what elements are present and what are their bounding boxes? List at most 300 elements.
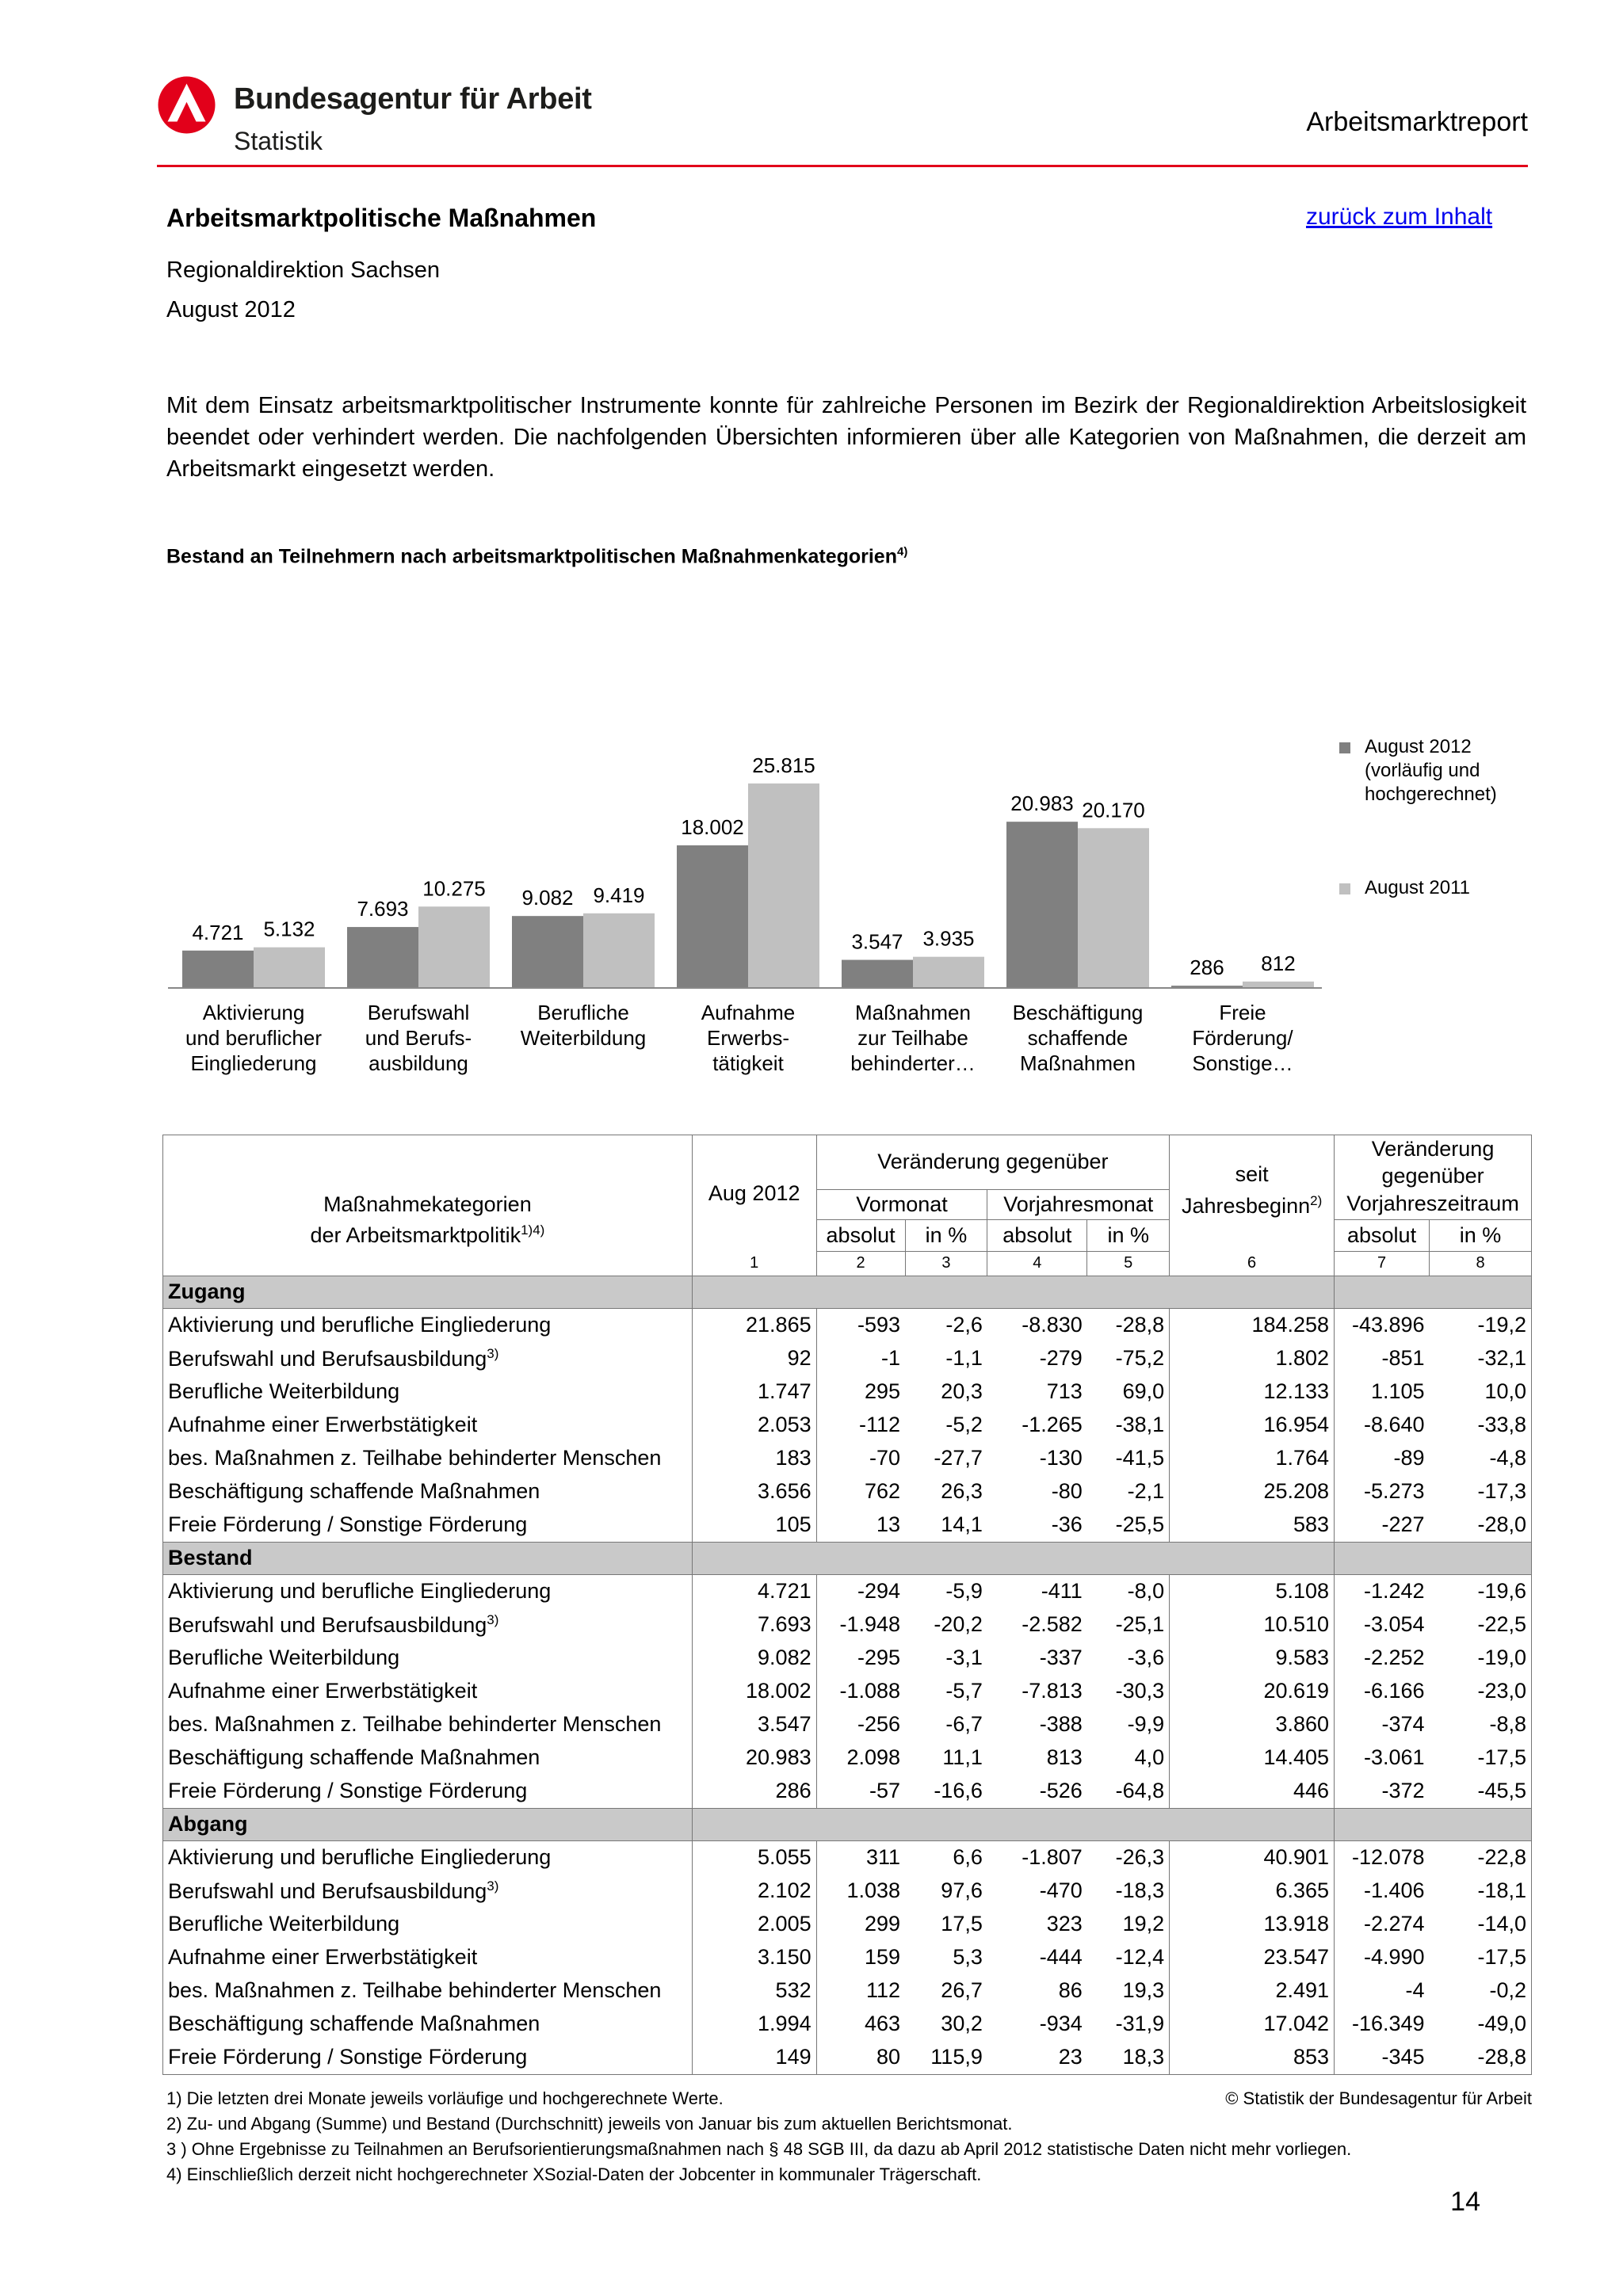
cell-col-8: -0,2 bbox=[1430, 1974, 1532, 2008]
cell-col-6: 3.860 bbox=[1170, 1708, 1335, 1741]
cell-col-3: -2,6 bbox=[945, 1313, 983, 1337]
row-label-text: bes. Maßnahmen z. Teilhabe behinderter Menschen bbox=[168, 1978, 662, 2002]
row-label bbox=[163, 1775, 693, 1809]
measures-table bbox=[162, 1135, 1532, 2075]
category-label: Eingliederung bbox=[190, 1051, 317, 1075]
cell-col-5: 19,3 bbox=[1087, 1974, 1170, 2008]
category-label: Berufswahl bbox=[367, 1001, 470, 1024]
cell-col-5: -3,6 bbox=[1087, 1642, 1170, 1675]
colnum: 8 bbox=[1430, 1251, 1532, 1276]
cell-col-7: -227 bbox=[1335, 1508, 1430, 1543]
cell-col-4: -8.830 bbox=[1022, 1313, 1083, 1337]
table-row bbox=[163, 2041, 1532, 2075]
row-label-text: Aktivierung und berufliche Eingliederung bbox=[168, 1579, 552, 1603]
row-label bbox=[163, 1409, 693, 1442]
cell-col-3: 20,3 bbox=[941, 1379, 983, 1403]
cell-col-6: 1.764 bbox=[1170, 1442, 1335, 1475]
cell-col-5: -30,3 bbox=[1087, 1675, 1170, 1708]
data-label: 20.170 bbox=[1082, 798, 1145, 822]
legend-entry: August 2011 bbox=[1365, 877, 1470, 898]
cell-col-1: 1.994 bbox=[692, 2008, 816, 2041]
category-label: Aufnahme bbox=[701, 1001, 796, 1024]
cell-col-3: 11,1 bbox=[942, 1745, 983, 1769]
cell-col-1: 21.865 bbox=[692, 1308, 816, 1342]
table-row bbox=[163, 1574, 1532, 1608]
table-row bbox=[163, 2008, 1532, 2041]
pct-header-5: in % bbox=[1087, 1219, 1170, 1251]
row-label bbox=[163, 1741, 693, 1775]
cell-col-6: 9.583 bbox=[1170, 1642, 1335, 1675]
cell-col-2: 311 bbox=[865, 1845, 901, 1869]
cell-col-6: 16.954 bbox=[1170, 1409, 1335, 1442]
cell-col-7: -43.896 bbox=[1351, 1313, 1425, 1337]
table-row bbox=[163, 1941, 1532, 1974]
data-label: 20.983 bbox=[1010, 791, 1074, 816]
cell-col-3: -5,9 bbox=[945, 1579, 983, 1603]
cell-col-8: -49,0 bbox=[1430, 2008, 1532, 2041]
cell-col-5: -31,9 bbox=[1087, 2008, 1170, 2041]
cell-col-1: 3.150 bbox=[692, 1941, 816, 1974]
colnum: 5 bbox=[1087, 1251, 1170, 1276]
row-label-text: Aufnahme einer Erwerbstätigkeit bbox=[168, 1679, 478, 1703]
category-label: Beschäftigung bbox=[1012, 1001, 1144, 1024]
cell-col-4: 86 bbox=[1058, 1978, 1083, 2002]
cell-col-3: -5,7 bbox=[945, 1679, 983, 1703]
row-label bbox=[163, 1308, 693, 1342]
absolut-header-7: absolut bbox=[1335, 1219, 1430, 1251]
cell-col-3: 115,9 bbox=[905, 2041, 987, 2075]
table-row bbox=[163, 1409, 1532, 1442]
cell-col-6: 25.208 bbox=[1170, 1475, 1335, 1508]
cell-col-3: -20,2 bbox=[934, 1612, 983, 1636]
category-label: Erwerbs- bbox=[706, 1026, 790, 1050]
bar-2012 bbox=[347, 927, 418, 988]
colnum: 7 bbox=[1335, 1251, 1430, 1276]
category-header-line2 bbox=[163, 1219, 693, 1251]
data-label: 9.419 bbox=[593, 883, 645, 907]
table-row bbox=[163, 1608, 1532, 1642]
bar-2012 bbox=[182, 951, 254, 988]
data-label: 3.935 bbox=[922, 926, 975, 951]
row-label bbox=[163, 1442, 693, 1475]
section-title: Abgang bbox=[163, 1808, 693, 1840]
colnum: 1 bbox=[692, 1251, 816, 1276]
row-label bbox=[163, 1941, 693, 1974]
cell-col-2: -593 bbox=[857, 1313, 901, 1337]
cell-col-8: -18,1 bbox=[1430, 1875, 1532, 1908]
colnum-blank bbox=[163, 1251, 693, 1276]
category-header-line1: Maßnahmekategorien bbox=[163, 1189, 693, 1219]
section-title: Arbeitsmarktpolitische Maßnahmen bbox=[166, 204, 597, 232]
cell-col-5: -75,2 bbox=[1087, 1342, 1170, 1375]
cell-col-7: -3.061 bbox=[1363, 1745, 1425, 1769]
bar-2012 bbox=[677, 845, 748, 988]
cell-col-1: 532 bbox=[692, 1974, 816, 2008]
row-label-text: Berufliche Weiterbildung bbox=[168, 1646, 400, 1669]
cell-col-5: -41,5 bbox=[1087, 1442, 1170, 1475]
row-label-text: Beschäftigung schaffende Maßnahmen bbox=[168, 1479, 540, 1503]
cell-col-2: -1 bbox=[881, 1346, 901, 1370]
cell-col-5: 4,0 bbox=[1087, 1741, 1170, 1775]
cell-col-4: -2.582 bbox=[1022, 1612, 1083, 1636]
table-row bbox=[163, 1675, 1532, 1708]
cell-col-5: -9,9 bbox=[1087, 1708, 1170, 1741]
period-label: August 2012 bbox=[166, 297, 296, 322]
cell-col-4: -934 bbox=[1039, 2012, 1083, 2035]
bar-2011 bbox=[1078, 828, 1149, 988]
cell-col-3: 17,5 bbox=[941, 1912, 983, 1936]
cell-col-2: -1.948 bbox=[839, 1612, 901, 1636]
data-label: 3.547 bbox=[851, 929, 903, 954]
table-row bbox=[163, 1342, 1532, 1375]
section-title: Zugang bbox=[163, 1276, 693, 1308]
cell-col-7: -6.166 bbox=[1363, 1679, 1425, 1703]
cell-col-4: -279 bbox=[1039, 1346, 1083, 1370]
cell-col-3: -5,2 bbox=[945, 1413, 983, 1436]
cell-col-8: -14,0 bbox=[1430, 1908, 1532, 1941]
cell-col-5: 19,2 bbox=[1087, 1908, 1170, 1941]
category-label: ausbildung bbox=[369, 1051, 468, 1075]
section-fill bbox=[1335, 1808, 1532, 1840]
section-fill bbox=[692, 1542, 1334, 1574]
cell-col-7: 1.105 bbox=[1370, 1379, 1425, 1403]
footnote-2: 2) Zu- und Abgang (Summe) und Bestand (Durchschnitt) jeweils von Januar bis zum aktuellen Berichtsmonat. bbox=[166, 2114, 1013, 2134]
cell-col-5: -2,1 bbox=[1087, 1475, 1170, 1508]
cell-col-7: -2.252 bbox=[1363, 1646, 1425, 1669]
footnote-1: 1) Die letzten drei Monate jeweils vorläufige und hochgerechnete Werte. bbox=[166, 2088, 724, 2108]
cell-col-8: 10,0 bbox=[1430, 1375, 1532, 1409]
cell-col-6: 13.918 bbox=[1170, 1908, 1335, 1941]
cell-col-5: -25,5 bbox=[1087, 1508, 1170, 1543]
row-label-text: bes. Maßnahmen z. Teilhabe behinderter Menschen bbox=[168, 1446, 662, 1470]
cell-col-3: -1,1 bbox=[945, 1346, 983, 1370]
change2-header-line2: gegenüber bbox=[1381, 1164, 1484, 1188]
page-number: 14 bbox=[1450, 2187, 1480, 2217]
bar-2011 bbox=[583, 913, 655, 988]
cell-col-8: -19,2 bbox=[1430, 1308, 1532, 1342]
data-label: 5.132 bbox=[263, 917, 315, 941]
cell-col-1: 183 bbox=[692, 1442, 816, 1475]
cell-col-2: -57 bbox=[816, 1775, 905, 1809]
row-label-text: Berufswahl und Berufsausbildung bbox=[168, 1612, 487, 1637]
row-label-text: Aufnahme einer Erwerbstätigkeit bbox=[168, 1413, 478, 1436]
category-label: Berufliche bbox=[537, 1001, 629, 1024]
category-label: zur Teilhabe bbox=[857, 1026, 968, 1050]
cell-col-4: -1.265 bbox=[1022, 1413, 1083, 1436]
cell-col-6: 583 bbox=[1170, 1508, 1335, 1543]
section-fill bbox=[1335, 1276, 1532, 1308]
table-row bbox=[163, 1974, 1532, 2008]
row-label-text: Berufliche Weiterbildung bbox=[168, 1912, 400, 1936]
cell-col-7: -1.242 bbox=[1363, 1579, 1425, 1603]
aug-header: Aug 2012 bbox=[692, 1135, 816, 1252]
data-label: 9.082 bbox=[521, 886, 574, 910]
row-label-text: Aktivierung und berufliche Eingliederung bbox=[168, 1313, 552, 1337]
cell-col-2: -1.088 bbox=[839, 1679, 901, 1703]
cell-col-2: -112 bbox=[858, 1413, 901, 1436]
change-group-header: Veränderung gegenüber bbox=[816, 1135, 1170, 1190]
cell-col-7: -374 bbox=[1381, 1712, 1425, 1736]
row-label bbox=[163, 1475, 693, 1508]
colnum: 3 bbox=[905, 1251, 987, 1276]
legend-entry: hochgerechnet) bbox=[1365, 784, 1497, 805]
data-label: 4.721 bbox=[192, 920, 244, 944]
cell-col-5: -8,0 bbox=[1087, 1574, 1170, 1608]
prev-month-header: Vormonat bbox=[816, 1189, 987, 1219]
cell-col-3: 26,3 bbox=[941, 1479, 983, 1503]
since-header-line2: Jahresbeginn bbox=[1181, 1194, 1311, 1218]
cell-col-8: -4,8 bbox=[1430, 1442, 1532, 1475]
row-label-text: Berufswahl und Berufsausbildung bbox=[168, 1346, 487, 1371]
cell-col-6: 17.042 bbox=[1170, 2008, 1335, 2041]
cell-col-8: -22,8 bbox=[1430, 1840, 1532, 1875]
category-header-line2-text: der Arbeitsmarktpolitik bbox=[310, 1223, 521, 1247]
cell-col-1: 20.983 bbox=[692, 1741, 816, 1775]
row-footnote-ref: 3) bbox=[487, 1878, 499, 1894]
data-label: 7.693 bbox=[357, 897, 409, 921]
cell-col-1: 286 bbox=[692, 1775, 816, 1809]
section-title: Bestand bbox=[163, 1542, 693, 1574]
cell-col-1: 5.055 bbox=[692, 1840, 816, 1875]
row-label-text: Beschäftigung schaffende Maßnahmen bbox=[168, 2012, 540, 2035]
row-label-text: Freie Förderung / Sonstige Förderung bbox=[168, 2045, 528, 2069]
cell-col-2: 80 bbox=[816, 2041, 905, 2075]
table-row bbox=[163, 1741, 1532, 1775]
back-to-contents-link[interactable]: zurück zum Inhalt bbox=[1306, 204, 1493, 230]
cell-col-7: -5.273 bbox=[1363, 1479, 1425, 1503]
legend-swatch bbox=[1339, 742, 1350, 753]
cell-col-3: 6,6 bbox=[953, 1845, 983, 1869]
row-label bbox=[163, 1908, 693, 1941]
row-label bbox=[163, 1708, 693, 1741]
cell-col-5: -25,1 bbox=[1087, 1608, 1170, 1642]
cell-col-5: -64,8 bbox=[1087, 1775, 1170, 1809]
pct-header-3: in % bbox=[905, 1219, 987, 1251]
row-label bbox=[163, 1375, 693, 1409]
row-label bbox=[163, 1875, 693, 1908]
category-label: Aktivierung bbox=[202, 1001, 305, 1024]
prev-year-period-header: Vorjahreszeitraum bbox=[1335, 1189, 1532, 1219]
bar-2012 bbox=[512, 916, 583, 988]
prev-year-month-header: Vorjahresmonat bbox=[987, 1189, 1170, 1219]
category-footnote-ref: 1)4) bbox=[521, 1222, 545, 1238]
data-label: 18.002 bbox=[681, 814, 744, 839]
cell-col-7: -851 bbox=[1381, 1346, 1425, 1370]
row-label bbox=[163, 1675, 693, 1708]
table-row bbox=[163, 1875, 1532, 1908]
cell-col-5: -26,3 bbox=[1087, 1840, 1170, 1875]
category-header-top bbox=[163, 1135, 693, 1190]
cell-col-5: 69,0 bbox=[1087, 1375, 1170, 1409]
bar-2011 bbox=[1243, 982, 1314, 988]
category-label: tätigkeit bbox=[712, 1051, 784, 1075]
cell-col-6: 2.491 bbox=[1170, 1974, 1335, 2008]
org-subtitle: Statistik bbox=[234, 127, 323, 155]
change2-header-line1: Veränderung bbox=[1371, 1137, 1495, 1161]
bar-2011 bbox=[748, 784, 819, 988]
cell-col-7: -16.349 bbox=[1351, 2012, 1425, 2035]
cell-col-8: -28,8 bbox=[1430, 2041, 1532, 2075]
cell-col-7: -2.274 bbox=[1363, 1912, 1425, 1936]
row-label bbox=[163, 1608, 693, 1642]
table-row bbox=[163, 1775, 1532, 1809]
table-row bbox=[163, 1840, 1532, 1875]
cell-col-7: -8.640 bbox=[1363, 1413, 1425, 1436]
row-label bbox=[163, 1642, 693, 1675]
cell-col-8: -17,3 bbox=[1430, 1475, 1532, 1508]
cell-col-5: 18,3 bbox=[1087, 2041, 1170, 2075]
category-label: und beruflicher bbox=[185, 1026, 322, 1050]
row-footnote-ref: 3) bbox=[487, 1611, 499, 1627]
cell-col-4: 813 bbox=[1046, 1745, 1083, 1769]
cell-col-4: -411 bbox=[1041, 1579, 1083, 1603]
cell-col-4: -337 bbox=[1039, 1646, 1083, 1669]
footnote-3: 3 ) Ohne Ergebnisse zu Teilnahmen an Berufsorientierungsmaßnahmen nach § 48 SGB III, da dazu ab April 2012 statistische Daten nicht mehr vorliegen. bbox=[166, 2139, 1352, 2159]
cell-col-3: -6,7 bbox=[945, 1712, 983, 1736]
table-row bbox=[163, 1308, 1532, 1342]
cell-col-8: -45,5 bbox=[1430, 1775, 1532, 1809]
cell-col-7: -89 bbox=[1393, 1446, 1425, 1470]
row-label-text: Berufliche Weiterbildung bbox=[168, 1379, 400, 1403]
cell-col-4: -80 bbox=[1051, 1479, 1083, 1503]
section-row-abgang bbox=[163, 1808, 1532, 1840]
cell-col-3: 26,7 bbox=[941, 1978, 983, 2002]
cell-col-1: 9.082 bbox=[692, 1642, 816, 1675]
category-label: Maßnahmen bbox=[855, 1001, 971, 1024]
category-label: und Berufs- bbox=[365, 1026, 472, 1050]
cell-col-4: -444 bbox=[1039, 1945, 1083, 1969]
cell-col-2: 295 bbox=[864, 1379, 901, 1403]
table-body bbox=[163, 1276, 1532, 2074]
cell-col-1: 7.693 bbox=[692, 1608, 816, 1642]
section-fill bbox=[692, 1808, 1334, 1840]
cell-col-8: -19,6 bbox=[1430, 1574, 1532, 1608]
bar-2012 bbox=[1006, 822, 1078, 988]
row-footnote-ref: 3) bbox=[487, 1345, 499, 1361]
cell-col-2: 112 bbox=[865, 1978, 901, 2002]
region-label: Regionaldirektion Sachsen bbox=[166, 257, 440, 283]
absolut-header-2: absolut bbox=[816, 1219, 905, 1251]
row-label bbox=[163, 1840, 693, 1875]
section-row-zugang bbox=[163, 1276, 1532, 1308]
cell-col-4: -470 bbox=[1039, 1878, 1083, 1902]
table-row bbox=[163, 1708, 1532, 1741]
cell-col-8: -32,1 bbox=[1430, 1342, 1532, 1375]
copyright: © Statistik der Bundesagentur für Arbeit bbox=[1225, 2088, 1532, 2108]
cell-col-1: 149 bbox=[692, 2041, 816, 2075]
cell-col-4: -130 bbox=[1039, 1446, 1083, 1470]
table-row bbox=[163, 1442, 1532, 1475]
cell-col-3: 30,2 bbox=[941, 2012, 983, 2035]
chart-title-text: Bestand an Teilnehmern nach arbeitsmarktpolitischen Maßnahmenkategorien bbox=[166, 545, 897, 568]
category-label: Sonstige… bbox=[1192, 1051, 1293, 1075]
cell-col-1: 3.656 bbox=[692, 1475, 816, 1508]
legend-swatch bbox=[1339, 883, 1350, 894]
cell-col-4: -7.813 bbox=[1022, 1679, 1083, 1703]
cell-col-2: 2.098 bbox=[846, 1745, 901, 1769]
since-header-line1: seit bbox=[1235, 1162, 1269, 1186]
data-label: 286 bbox=[1190, 955, 1224, 980]
cell-col-6: 23.547 bbox=[1170, 1941, 1335, 1974]
row-label-text: Freie Förderung / Sonstige Förderung bbox=[168, 1512, 528, 1536]
legend-entry: August 2012 bbox=[1365, 736, 1472, 757]
change2-header bbox=[1335, 1135, 1532, 1190]
cell-col-2: -256 bbox=[857, 1712, 901, 1736]
cell-col-8: -19,0 bbox=[1430, 1642, 1532, 1675]
cell-col-4: 323 bbox=[1046, 1912, 1083, 1936]
cell-col-8: -28,0 bbox=[1430, 1508, 1532, 1543]
cell-col-1: 1.747 bbox=[692, 1375, 816, 1409]
cell-col-8: -22,5 bbox=[1430, 1608, 1532, 1642]
category-label: behinderter… bbox=[850, 1051, 976, 1075]
cell-col-4: -526 bbox=[987, 1775, 1087, 1809]
absolut-header-4: absolut bbox=[987, 1219, 1087, 1251]
cell-col-4: 713 bbox=[1046, 1379, 1083, 1403]
cell-col-4: -388 bbox=[1039, 1712, 1083, 1736]
bar-2011 bbox=[254, 948, 325, 988]
cell-col-1: 2.053 bbox=[692, 1409, 816, 1442]
section-fill bbox=[1335, 1542, 1532, 1574]
table-row bbox=[163, 1475, 1532, 1508]
cell-col-6: 12.133 bbox=[1170, 1375, 1335, 1409]
cell-col-1: 3.547 bbox=[692, 1708, 816, 1741]
category-label: Maßnahmen bbox=[1020, 1051, 1136, 1075]
cell-col-8: -8,8 bbox=[1430, 1708, 1532, 1741]
row-label bbox=[163, 2041, 693, 2075]
section-row-bestand bbox=[163, 1542, 1532, 1574]
cell-col-1: 4.721 bbox=[692, 1574, 816, 1608]
bar-2011 bbox=[418, 906, 490, 988]
cell-col-3: 14,1 bbox=[905, 1508, 987, 1543]
row-label bbox=[163, 1508, 693, 1543]
row-label-text: Berufswahl und Berufsausbildung bbox=[168, 1878, 487, 1903]
row-label bbox=[163, 1342, 693, 1375]
cell-col-2: 159 bbox=[864, 1945, 901, 1969]
colnum: 4 bbox=[987, 1251, 1087, 1276]
category-label: Weiterbildung bbox=[520, 1026, 647, 1050]
intro-paragraph: Mit dem Einsatz arbeitsmarktpolitischer Instrumente konnte für zahlreiche Personen im Bezirk der Regionaldirektion Arbeitslosigkeit beendet oder verhindert werden. Die nachfolgenden Übersichten informieren über alle Kategorien von Maßnahmen, die derzeit am Arbeitsmarkt eingesetzt werden. bbox=[166, 393, 1526, 482]
cell-col-2: -294 bbox=[857, 1579, 901, 1603]
cell-col-7: -3.054 bbox=[1363, 1612, 1425, 1636]
row-label-text: Beschäftigung schaffende Maßnahmen bbox=[168, 1745, 540, 1769]
cell-col-6: 446 bbox=[1170, 1775, 1335, 1809]
cell-col-6: 5.108 bbox=[1170, 1574, 1335, 1608]
category-label: Förderung/ bbox=[1192, 1026, 1293, 1050]
cell-col-6: 40.901 bbox=[1170, 1840, 1335, 1875]
cell-col-7: -4 bbox=[1405, 1978, 1425, 2002]
category-label: schaffende bbox=[1027, 1026, 1128, 1050]
row-label bbox=[163, 1974, 693, 2008]
cell-col-6: 10.510 bbox=[1170, 1608, 1335, 1642]
cell-col-2: -295 bbox=[857, 1646, 901, 1669]
cell-col-1: 2.102 bbox=[692, 1875, 816, 1908]
cell-col-7: -4.990 bbox=[1363, 1945, 1425, 1969]
cell-col-6: 6.365 bbox=[1170, 1875, 1335, 1908]
org-name: Bundesagentur für Arbeit bbox=[234, 82, 592, 116]
row-label-text: bes. Maßnahmen z. Teilhabe behinderter Menschen bbox=[168, 1712, 662, 1736]
data-label: 25.815 bbox=[752, 753, 815, 777]
participants-bar-chart bbox=[0, 0, 1623, 1109]
row-label-text: Aktivierung und berufliche Eingliederung bbox=[168, 1845, 552, 1869]
cell-col-1: 105 bbox=[692, 1508, 816, 1543]
cell-col-5: -38,1 bbox=[1087, 1409, 1170, 1442]
footnote-4: 4) Einschließlich derzeit nicht hochgerechneter XSozial-Daten der Jobcenter in kommunaler Trägerschaft. bbox=[166, 2164, 982, 2184]
cell-col-8: -17,5 bbox=[1430, 1941, 1532, 1974]
cell-col-2: 762 bbox=[864, 1479, 901, 1503]
cell-col-3: -3,1 bbox=[945, 1646, 983, 1669]
cell-col-3: 97,6 bbox=[941, 1878, 983, 1902]
row-label-text: Freie Förderung / Sonstige Förderung bbox=[168, 1779, 528, 1802]
